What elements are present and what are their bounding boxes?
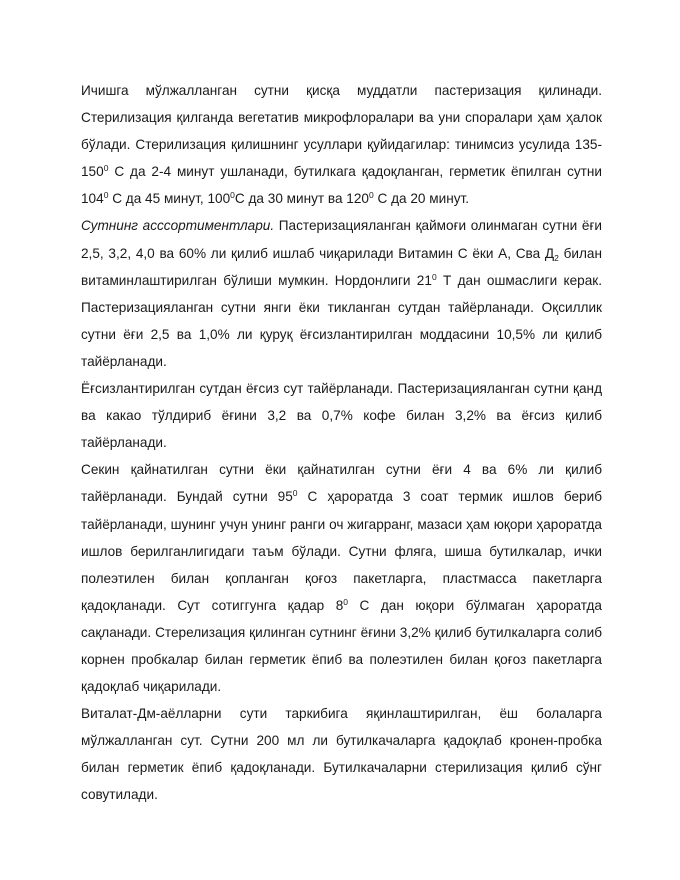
subscript: 2 bbox=[554, 252, 559, 263]
superscript: 0 bbox=[103, 190, 109, 201]
section-heading: Сутнинг асссортиментлари. bbox=[81, 218, 275, 234]
superscript: 0 bbox=[103, 163, 109, 174]
text-run: С ҳароратда 3 соат термик ишлов бериб тайёрланади, шунинг учун унинг ранги оч жигарранг, мазаси ҳам юқори ҳароратда ишлов берилганлигидаги таъм бўлади. Сутни фляга, шиша бутилкалар, ички полеэтилен билан қопланган қоғоз пакетларга, пластмасса пакетларга қадоқланади. Сут сотиггунга қадар 8 bbox=[81, 489, 602, 613]
superscript: 0 bbox=[292, 488, 298, 499]
text-run: С да 30 минут ва 120 bbox=[234, 191, 369, 207]
paragraph-vitalat-milk bbox=[81, 700, 602, 808]
paragraph-baked-milk bbox=[81, 456, 602, 700]
superscript: 0 bbox=[343, 596, 349, 607]
text-run: С да 20 минут. bbox=[373, 191, 469, 207]
text-run: билан витаминлаштирилган бўлиши мумкин. Нордонлиги 21 bbox=[81, 245, 602, 288]
text-run: С да 2-4 минут ушланади, бутилкага қадоқланган, герметик ёпилган сутни 104 bbox=[81, 164, 602, 207]
text-run: Пастеризацияланган қаймоғи олинмаган сутни ёғи 2,5, 3,2, 4,0 ва 60% ли қилиб ишлаб чиқарилади Витамин С ёки А, Сва Д bbox=[81, 218, 602, 261]
paragraph-skim-milk bbox=[81, 375, 602, 456]
paragraph-milk-assortment bbox=[81, 212, 602, 375]
paragraph-sterilization bbox=[81, 77, 602, 212]
superscript: 0 bbox=[431, 271, 437, 282]
text-run: С дан юқори бўлмаган ҳароратда сақланади. Стерелизация қилинган сутнинг ёғини 3,2% қилиб бутилкаларга солиб корнен пробкалар билан герметик ёпиб ва полеэтилен билан қоғоз пакетларга қадоқлаб чиқарилади. bbox=[81, 597, 602, 695]
text-run: Виталат-Дм-аёлларни сути таркибига яқинлаштирилган, ёш болаларга мўлжалланган сут. Сутни 200 мл ли бутилкачаларга қадоқлаб кронен-пробка билан герметик ёпиб қадоқланади. Бутилкачаларни стерилизация қилиб сўнг совутилади. bbox=[81, 706, 602, 803]
text-run: Ичишга мўлжалланган сутни қисқа муддатли пастеризация қилинади. Стерилизация қилганда вегетатив микрофлоралари ва уни споралари ҳам ҳалок бўлади. Стерилизация қилишнинг усуллари қуйидагилар: тинимсиз усулида 135-150 bbox=[81, 83, 602, 180]
text-run: Секин қайнатилган сутни ёки қайнатилган сутни ёғи 4 ва 6% ли қилиб тайёрланади. Бундай сутни 95 bbox=[81, 462, 602, 505]
text-run: С да 45 минут, 100 bbox=[108, 191, 231, 207]
superscript: 0 bbox=[368, 190, 374, 201]
text-run: Т дан ошмаслиги керак. Пастеризацияланган сутни янги ёки тикланган сутдан тайёрланади. Оқсиллик сутни ёғи 2,5 ва 1,0% ли қуруқ ёғсизлантирилган моддасини 10,5% ли қилиб тайёрланади. bbox=[81, 272, 602, 369]
text-run: Ёғсизлантирилган сутдан ёғсиз сут тайёрланади. Пастеризацияланган сутни қанд ва какао тўлдириб ёғини 3,2 ва 0,7% кофе билан 3,2% ва ёғсиз қилиб тайёрланади. bbox=[81, 381, 602, 451]
superscript: 0 bbox=[230, 190, 235, 201]
document-page bbox=[81, 77, 602, 809]
